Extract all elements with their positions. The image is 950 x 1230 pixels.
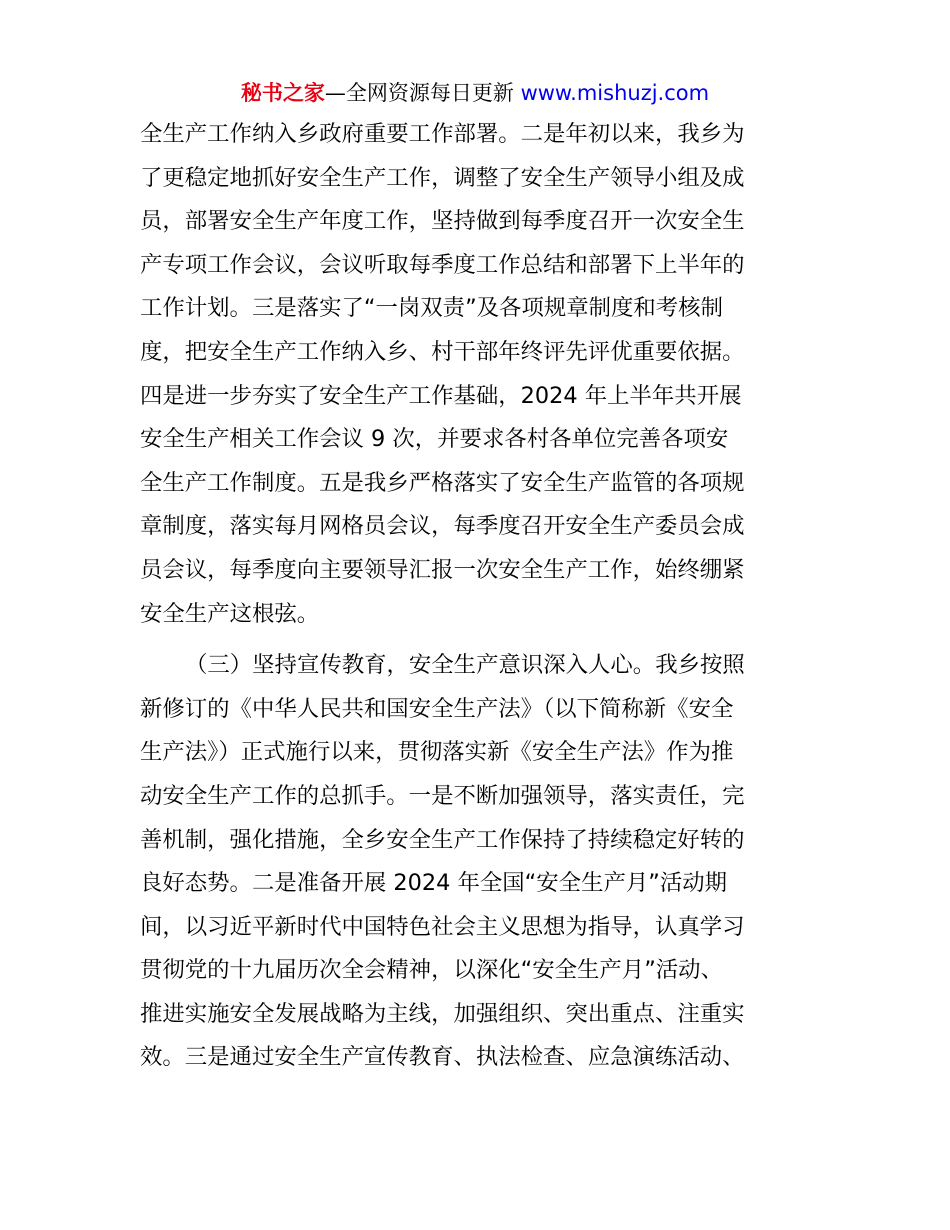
text-line: 了更稳定地抓好安全生产工作，调整了安全生产领导小组及成 [140,164,745,191]
text-line: 善机制，强化措施，全乡安全生产工作保持了持续稳定好转的 [140,826,745,853]
text-line: 度，把安全生产工作纳入乡、村干部年终评先评优重要依据。 [140,338,745,365]
text-line: 员，部署安全生产年度工作，坚持做到每季度召开一次安全生 [140,208,745,235]
text-line: 产专项工作会议，会议听取每季度工作总结和部署下上半年的 [140,251,745,278]
site-url-link[interactable]: www.mishuzj.com [520,81,710,105]
text-line: 安全生产这根弦。 [140,600,320,627]
text-line: 推进实施安全发展战略为主线，加强组织、突出重点、注重实 [140,1000,745,1027]
text-line: 间，以习近平新时代中国特色社会主义思想为指导，认真学习 [140,913,745,940]
text-line: 全生产工作纳入乡政府重要工作部署。二是年初以来，我乡为 [140,121,745,147]
text-line: 新修订的《中华人民共和国安全生产法》（以下简称新《安全 [140,695,734,722]
text-line: 工作计划。三是落实了“一岗双责”及各项规章制度和考核制 [140,295,723,322]
text-line: 四是进一步夯实了安全生产工作基础，2024 年上半年共开展 [140,382,742,409]
paragraph-1 [140,113,812,636]
text-line: 良好态势。二是准备开展 2024 年全国“安全生产月”活动期 [140,870,728,897]
paragraph-2 [140,644,812,1080]
text-line: 章制度，落实每月网格员会议，每季度召开安全生产委员会成 [140,513,745,540]
text-line: （三）坚持宣传教育，安全生产意识深入人心。我乡按照 [185,652,745,679]
site-slogan: —全网资源每日更新 [324,81,514,105]
document-body [140,113,812,1080]
text-line: 全生产工作制度。五是我乡严格落实了安全生产监管的各项规 [140,469,745,496]
site-header [0,78,950,108]
paragraph-gap [140,636,812,644]
text-line: 效。三是通过安全生产宣传教育、执法检查、应急演练活动、 [140,1044,745,1071]
site-brand: 秘书之家 [240,81,325,105]
text-line: 员会议，每季度向主要领导汇报一次安全生产工作，始终绷紧 [140,556,745,583]
text-line: 贯彻党的十九届历次全会精神，以深化“安全生产月”活动、 [140,957,723,984]
text-line: 生产法》）正式施行以来，贯彻落实新《安全生产法》作为推 [140,739,734,766]
text-line: 动安全生产工作的总抓手。一是不断加强领导，落实责任，完 [140,782,745,809]
text-line: 安全生产相关工作会议 9 次，并要求各村各单位完善各项安 [140,426,729,453]
